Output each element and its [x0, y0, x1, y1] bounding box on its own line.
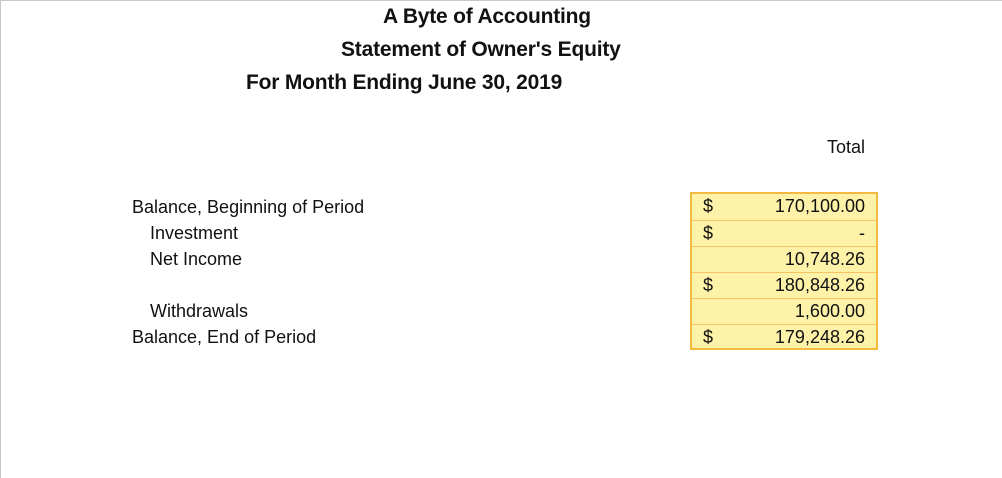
row-label-ending-balance: Balance, End of Period — [132, 327, 317, 347]
cell-subtotal[interactable] — [692, 272, 876, 298]
cell-investment[interactable] — [692, 220, 876, 246]
amount-value: 170,100.00 — [774, 196, 865, 216]
amount-value: 1,600.00 — [794, 301, 865, 321]
currency-symbol: $ — [703, 275, 714, 295]
cell-withdrawals[interactable] — [692, 298, 876, 324]
total-column-header: Total — [827, 137, 866, 157]
cell-beginning-balance[interactable] — [692, 194, 876, 220]
total-cells-range — [690, 192, 878, 350]
amount-value: - — [859, 223, 865, 243]
statement-title: Statement of Owner's Equity — [341, 38, 621, 61]
currency-symbol: $ — [703, 327, 714, 347]
row-label-beginning-balance: Balance, Beginning of Period — [132, 197, 365, 217]
cell-ending-balance[interactable] — [692, 324, 876, 350]
currency-symbol: $ — [703, 223, 714, 243]
row-label-withdrawals: Withdrawals — [150, 301, 249, 321]
cell-net-income[interactable] — [692, 246, 876, 272]
amount-value: 179,248.26 — [774, 327, 865, 347]
currency-symbol: $ — [703, 196, 714, 216]
row-label-net-income: Net Income — [150, 249, 243, 269]
company-title: A Byte of Accounting — [383, 5, 591, 28]
amount-value: 10,748.26 — [784, 249, 865, 269]
period-title: For Month Ending June 30, 2019 — [246, 71, 563, 94]
row-label-investment: Investment — [150, 223, 239, 243]
amount-value: 180,848.26 — [774, 275, 865, 295]
